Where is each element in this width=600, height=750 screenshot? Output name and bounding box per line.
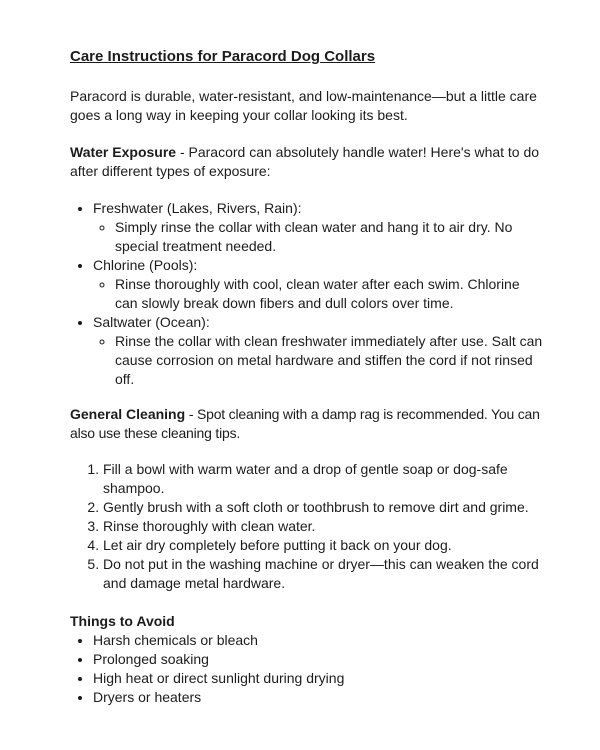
cleaning-step-3: 3. Rinse thoroughly with clean water.: [103, 517, 544, 536]
things-to-avoid-heading: Things to Avoid: [70, 613, 175, 629]
avoid-item-heat: • High heat or direct sunlight during drying: [93, 669, 544, 688]
avoid-item-chemicals: • Harsh chemicals or bleach: [93, 631, 544, 650]
freshwater-detail: ◦ Simply rinse the collar with clean water and hang it to air dry. No special treatment needed.: [115, 218, 544, 256]
general-cleaning-paragraph: [70, 405, 544, 443]
cleaning-step-2: 2. Gently brush with a soft cloth or toothbrush to remove dirt and grime.: [103, 498, 544, 517]
chlorine-sublist: [93, 275, 544, 313]
saltwater-sublist: [93, 332, 544, 389]
freshwater-label: Freshwater (Lakes, Rivers, Rain):: [93, 200, 302, 216]
cleaning-step-5: 5. Do not put in the washing machine or dryer—this can weaken the cord and damage metal hardware.: [103, 555, 544, 593]
chlorine-detail: ◦ Rinse thoroughly with cool, clean water after each swim. Chlorine can slowly break down fibers and dull colors over time.: [115, 275, 544, 313]
freshwater-sublist: [93, 218, 544, 256]
general-cleaning-text: - Spot cleaning with a damp rag is recommended. You can also use these cleaning tips.: [70, 406, 540, 441]
cleaning-step-4: 4. Let air dry completely before putting it back on your dog.: [103, 536, 544, 555]
list-item-chlorine: [93, 256, 544, 313]
saltwater-label: Saltwater (Ocean):: [93, 314, 210, 330]
list-item-freshwater: [93, 199, 544, 256]
water-exposure-list: [70, 199, 544, 389]
avoid-item-soaking: • Prolonged soaking: [93, 650, 544, 669]
intro-paragraph: Paracord is durable, water-resistant, and low-maintenance—but a little care goes a long way in keeping your collar looking its best.: [70, 88, 537, 123]
cleaning-steps-list: [70, 460, 544, 593]
water-exposure-text: - Paracord can absolutely handle water! Here's what to do after different types of exposure:: [70, 144, 540, 179]
water-exposure-heading: Water Exposure: [70, 144, 177, 160]
list-item-saltwater: [93, 313, 544, 389]
saltwater-detail: ◦ Rinse the collar with clean freshwater immediately after use. Salt can cause corrosion on metal hardware and stiffen the cord if not rinsed off.: [115, 332, 544, 389]
chlorine-label: Chlorine (Pools):: [93, 257, 198, 273]
avoid-item-dryers: • Dryers or heaters: [93, 688, 544, 707]
general-cleaning-heading: General Cleaning: [70, 406, 186, 422]
things-to-avoid-list: [70, 631, 544, 707]
cleaning-step-1: 1. Fill a bowl with warm water and a drop of gentle soap or dog-safe shampoo.: [103, 460, 544, 498]
water-exposure-paragraph: [70, 143, 544, 181]
document-title: Care Instructions for Paracord Dog Collars: [70, 48, 376, 65]
